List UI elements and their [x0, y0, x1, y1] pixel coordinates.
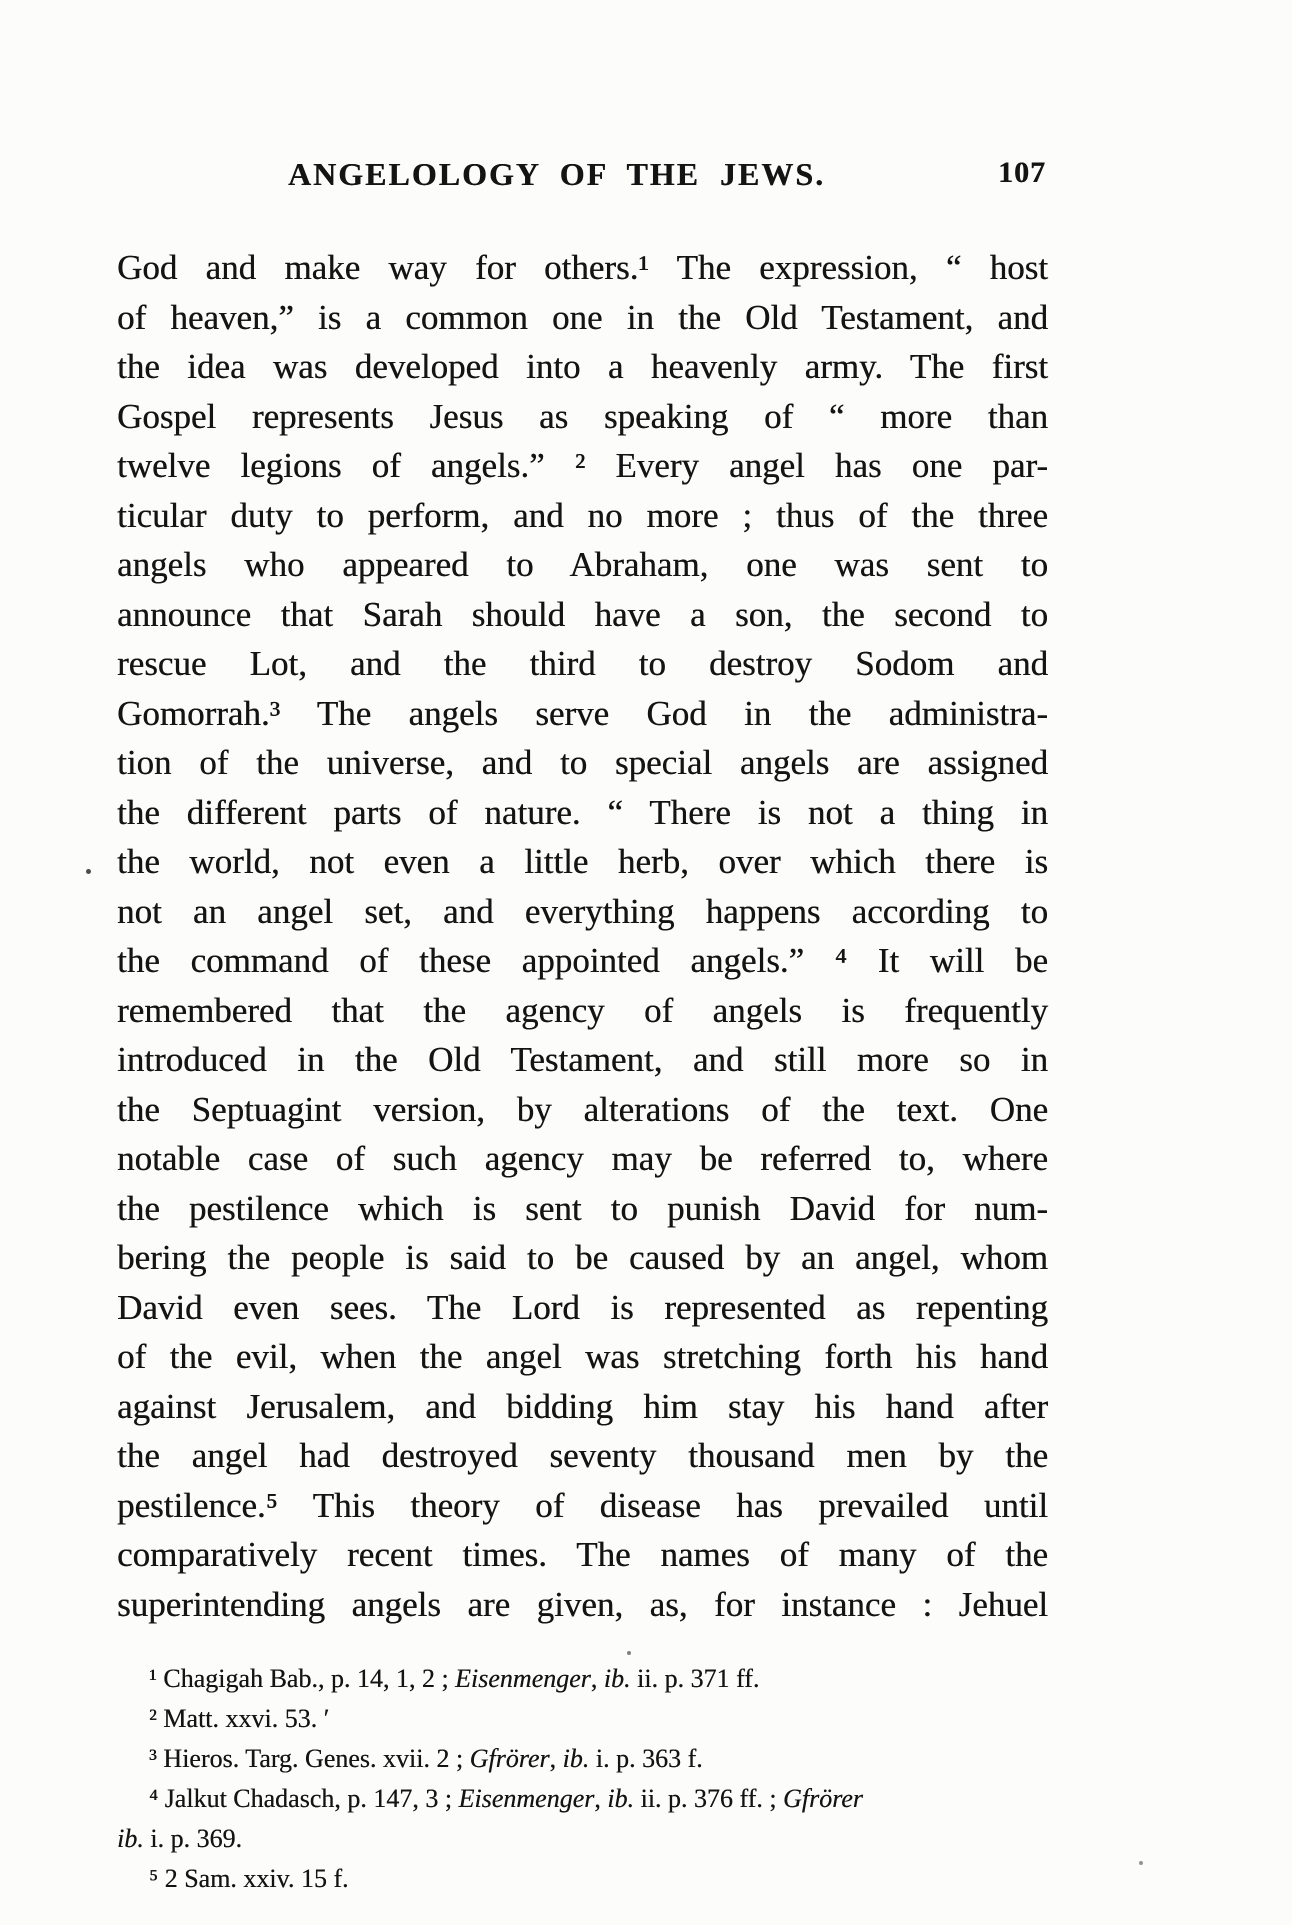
body-line: tion of the universe, and to special angels are assigned — [117, 743, 1048, 782]
body-text — [117, 243, 1048, 1629]
footnote-segment: , — [594, 1784, 608, 1813]
scan-speck — [1139, 1861, 1143, 1865]
footnote-segment-italic: ib. — [607, 1784, 634, 1813]
footnote-line — [117, 1659, 1077, 1699]
body-line: against Jerusalem, and bidding him stay his hand after — [117, 1386, 1048, 1426]
body-line: introduced in the Old Testament, and still more so in — [117, 1040, 1048, 1079]
body-line: Gospel represents Jesus as speaking of “ more than — [117, 396, 1048, 436]
scan-speck — [627, 1651, 631, 1655]
footnotes — [117, 1659, 1077, 1899]
body-line: the Septuagint version, by alterations of the text. One — [117, 1089, 1048, 1129]
footnote-segment-italic: ib. — [603, 1664, 631, 1693]
body-line: pestilence.⁵ This theory of disease has prevailed until — [117, 1485, 1048, 1525]
footnote-line — [117, 1819, 1077, 1859]
body-line: God and make way for others.¹ The expression, “ host — [117, 248, 1048, 287]
page-number: 107 — [998, 156, 1046, 189]
body-line: bering the people is said to be caused by an angel, whom — [117, 1238, 1048, 1277]
footnote-segment: ¹ Chagigah Bab., p. 14, 1, 2 ; — [149, 1664, 456, 1693]
footnote-segment: i. p. 369. — [143, 1824, 242, 1853]
body-line: announce that Sarah should have a son, the second to — [117, 594, 1048, 634]
body-line: the different parts of nature. “ There is not a thing in — [117, 792, 1048, 832]
footnote-segment: i. p. 363 f. — [589, 1744, 703, 1773]
footnote-segment: , — [549, 1744, 563, 1773]
body-line: not an angel set, and everything happens according to — [117, 891, 1048, 931]
body-line: rescue Lot, and the third to destroy Sodom and — [117, 644, 1048, 683]
body-line: the pestilence which is sent to punish David for num- — [117, 1188, 1048, 1228]
body-line: ticular duty to perform, and no more ; thus of the three — [117, 495, 1048, 535]
footnote-line — [117, 1859, 1077, 1899]
body-line: angels who appeared to Abraham, one was sent to — [117, 545, 1048, 584]
body-line: the command of these appointed angels.” ⁴ It will be — [117, 941, 1048, 980]
scan-speck — [86, 869, 91, 874]
body-line: the world, not even a little herb, over which there is — [117, 842, 1048, 881]
footnote-segment-italic: Gfrörer — [469, 1744, 550, 1773]
footnote-segment: ⁵ 2 Sam. xxiv. 15 f. — [149, 1864, 349, 1893]
body-line: comparatively recent times. The names of many of the — [117, 1535, 1048, 1574]
body-line: the angel had destroyed seventy thousand men by the — [117, 1436, 1048, 1475]
footnote-segment-italic: Eisenmenger — [458, 1784, 595, 1813]
footnote-segment: , — [590, 1664, 604, 1693]
body-line: twelve legions of angels.” ² Every angel has one par- — [117, 446, 1048, 485]
footnote-segment-italic: Gfrörer — [783, 1784, 863, 1813]
footnote-segment-italic: ib. — [562, 1744, 590, 1773]
body-line: of the evil, when the angel was stretching forth his hand — [117, 1337, 1048, 1376]
footnote-segment: ii. p. 371 ff. — [630, 1664, 760, 1693]
footnote-line — [117, 1779, 1077, 1819]
footnote-segment: ² Matt. xxvi. 53. ′ — [149, 1704, 330, 1733]
body-line: of heaven,” is a common one in the Old Testament, and — [117, 297, 1048, 337]
footnote-segment: ³ Hieros. Targ. Genes. xvii. 2 ; — [149, 1744, 470, 1773]
body-line: Gomorrah.³ The angels serve God in the administra- — [117, 693, 1048, 733]
body-line: the idea was developed into a heavenly army. The first — [117, 347, 1048, 386]
footnote-segment-italic: ib. — [117, 1824, 144, 1853]
body-line: David even sees. The Lord is represented as repenting — [117, 1287, 1048, 1327]
footnote-segment-italic: Eisenmenger — [455, 1664, 591, 1693]
body-line: superintending angels are given, as, for instance : Jehuel — [117, 1584, 1048, 1624]
footnote-segment: ii. p. 376 ff. ; — [633, 1784, 783, 1813]
running-header: ANGELOLOGY OF THE JEWS. — [287, 156, 826, 192]
body-line: notable case of such agency may be referred to, where — [117, 1139, 1048, 1178]
body-line: remembered that the agency of angels is frequently — [117, 990, 1048, 1030]
footnote-line — [117, 1739, 1077, 1779]
footnote-segment: ⁴ Jalkut Chadasch, p. 147, 3 ; — [149, 1784, 459, 1813]
footnote-line — [117, 1699, 1077, 1739]
